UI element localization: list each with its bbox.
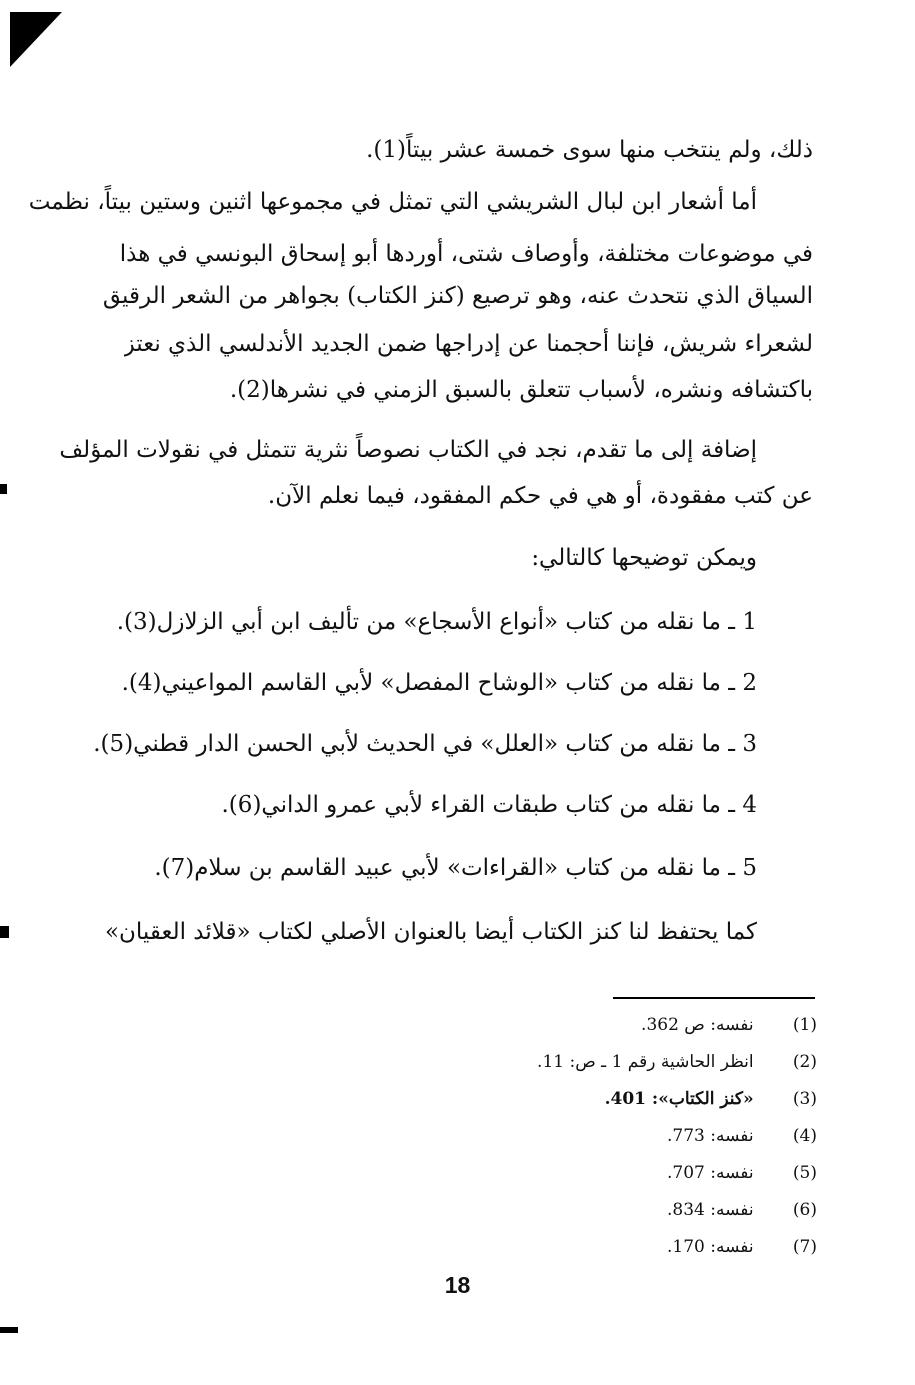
footnote-number: (7)	[792, 1237, 817, 1257]
list-item: 5 ـ ما نقله من كتاب «القراءات» لأبي عبيد القاسم بن سلام(7).	[154, 855, 757, 881]
footnote-separator	[613, 997, 815, 999]
list-item: 1 ـ ما نقله من كتاب «أنواع الأسجاع» من تأليف ابن أبي الزلازل(3).	[116, 609, 757, 635]
footnote-text: نفسه: 170.	[666, 1237, 754, 1257]
footnote	[537, 1086, 817, 1123]
footnote-number: (6)	[792, 1200, 817, 1220]
text-line: باكتشافه ونشره، لأسباب تتعلق بالسبق الزمني في نشرها(2).	[229, 377, 813, 403]
list-item: 3 ـ ما نقله من كتاب «العلل» في الحديث لأبي الحسن الدار قطني(5).	[93, 731, 757, 757]
footnote	[537, 1123, 817, 1160]
text-line: ويمكن توضيحها كالتالي:	[531, 545, 757, 571]
footnote	[537, 1012, 817, 1049]
footnote-number: (2)	[792, 1052, 817, 1072]
footnote-text: نفسه: 707.	[666, 1163, 754, 1183]
footnote	[537, 1234, 817, 1271]
footnotes	[537, 1012, 817, 1271]
list-item: 4 ـ ما نقله من كتاب طبقات القراء لأبي عمرو الداني(6).	[221, 792, 757, 818]
scan-margin-mark	[0, 926, 9, 938]
text-line: السياق الذي نتحدث عنه، وهو ترصيع (كنز الكتاب) بجواهر من الشعر الرقيق	[102, 283, 813, 309]
footnote-number: (4)	[792, 1126, 817, 1146]
footnote-number: (1)	[792, 1015, 817, 1035]
text-line: أما أشعار ابن لبال الشريشي التي تمثل في مجموعها اثنين وستين بيتاً، نظمت	[28, 189, 757, 215]
footnote-number: (3)	[792, 1089, 817, 1109]
footnote-text: انظر الحاشية رقم 1 ـ ص: 11.	[537, 1052, 754, 1072]
text-line: إضافة إلى ما تقدم، نجد في الكتاب نصوصاً نثرية تتمثل في نقولات المؤلف	[59, 437, 757, 463]
scan-margin-mark	[0, 1327, 18, 1333]
text-line: لشعراء شريش، فإننا أحجمنا عن إدراجها ضمن الجديد الأندلسي الذي نعتز	[123, 331, 813, 357]
scan-margin-mark	[0, 484, 7, 494]
text-line: عن كتب مفقودة، أو هي في حكم المفقود، فيما نعلم الآن.	[267, 483, 813, 509]
page-number: 18	[444, 1272, 471, 1298]
footnote-text: «كنز الكتاب»: 401.	[604, 1089, 754, 1109]
text-line: ذلك، ولم ينتخب منها سوى خمسة عشر بيتاً(1).	[366, 137, 813, 163]
footnote	[537, 1049, 817, 1086]
list-item: 2 ـ ما نقله من كتاب «الوشاح المفصل» لأبي القاسم المواعيني(4).	[121, 670, 757, 696]
footnote	[537, 1197, 817, 1234]
corner-triangle-mark	[10, 12, 62, 67]
footnote-number: (5)	[792, 1163, 817, 1183]
footnote-text: نفسه: ص 362.	[641, 1015, 754, 1035]
footnote-text: نفسه: 834.	[666, 1200, 754, 1220]
footnote-text: نفسه: 773.	[666, 1126, 754, 1146]
footnote	[537, 1160, 817, 1197]
text-line: في موضوعات مختلفة، وأوصاف شتى، أوردها أبو إسحاق البونسي في هذا	[119, 241, 813, 267]
text-line: كما يحتفظ لنا كنز الكتاب أيضا بالعنوان الأصلي لكتاب «قلائد العقيان»	[104, 919, 757, 945]
